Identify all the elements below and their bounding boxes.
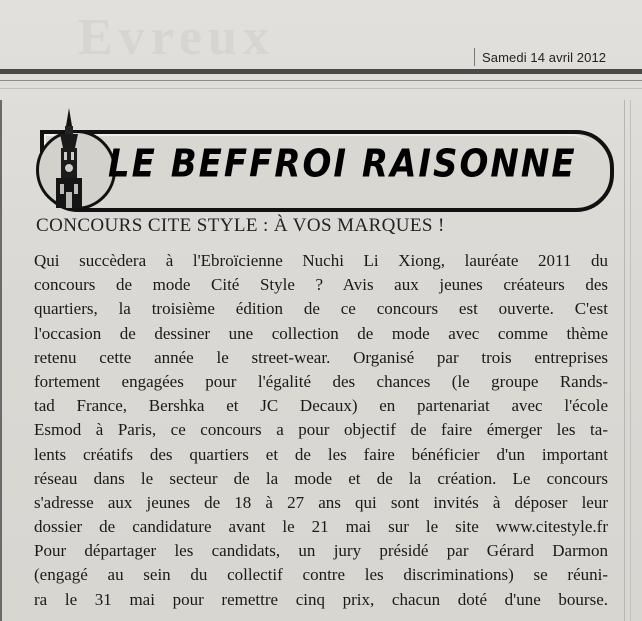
article-line: ra le 31 mai pour remettre cinq prix, chacun doté d'une bourse. xyxy=(34,589,608,609)
article-line: Esmod à Paris, ce concours a pour objectif de faire émerger les ta- xyxy=(34,420,608,440)
header-rule-thick xyxy=(0,69,642,74)
column-border-right xyxy=(624,100,625,621)
article-body xyxy=(34,249,608,612)
header-rule-faint xyxy=(0,88,642,89)
article-line: dossier de candidature avant le 21 mai sur le site www.citestyle.fr xyxy=(34,517,608,537)
article-line: concours de mode Cité Style ? Avis aux jeunes créateurs des xyxy=(34,275,608,295)
article-line: l'occasion de dessiner une collection de mode avec comme thème xyxy=(34,323,608,343)
masthead-bleed-through: Evreux xyxy=(78,9,275,66)
article-line: (engagé au sein du collectif contre les discriminations) se réuni- xyxy=(34,565,608,585)
column-title: LE BEFFROI RAISONNE xyxy=(108,142,577,187)
header-rule-thin xyxy=(0,80,642,81)
article-line: s'adresse aux jeunes de 18 à 27 ans qui sont invités à déposer leur xyxy=(34,492,608,512)
article-line: retenu cette année le street-wear. Organisé par trois entreprises xyxy=(34,347,608,367)
article-line: Pour départager les candidats, un jury présidé par Gérard Darmon xyxy=(34,541,608,561)
date-separator xyxy=(474,48,475,66)
article-line: quartiers, la troisième édition de ce concours est ouverte. C'est xyxy=(34,299,608,319)
issue-date: Samedi 14 avril 2012 xyxy=(482,50,607,65)
belfry-tower-icon xyxy=(48,108,90,208)
article-headline: CONCOURS CITE STYLE : À VOS MARQUES ! xyxy=(36,215,445,236)
article-line: fortement engagées pour l'égalité des chances (le groupe Rands- xyxy=(34,371,608,391)
article-line: tad France, Bershka et JC Decaux) en partenariat avec l'école xyxy=(34,396,608,416)
column-border-left xyxy=(0,100,2,621)
column-border-right-faint xyxy=(630,100,631,621)
article-line: lents créatifs des quartiers et de les faire bénéficier d'un important xyxy=(34,444,608,464)
article-line: réseau dans le secteur de la mode et de la création. Le concours xyxy=(34,468,608,488)
article-line: Qui succèdera à l'Ebroïcienne Nuchi Li Xiong, lauréate 2011 du xyxy=(34,251,608,270)
